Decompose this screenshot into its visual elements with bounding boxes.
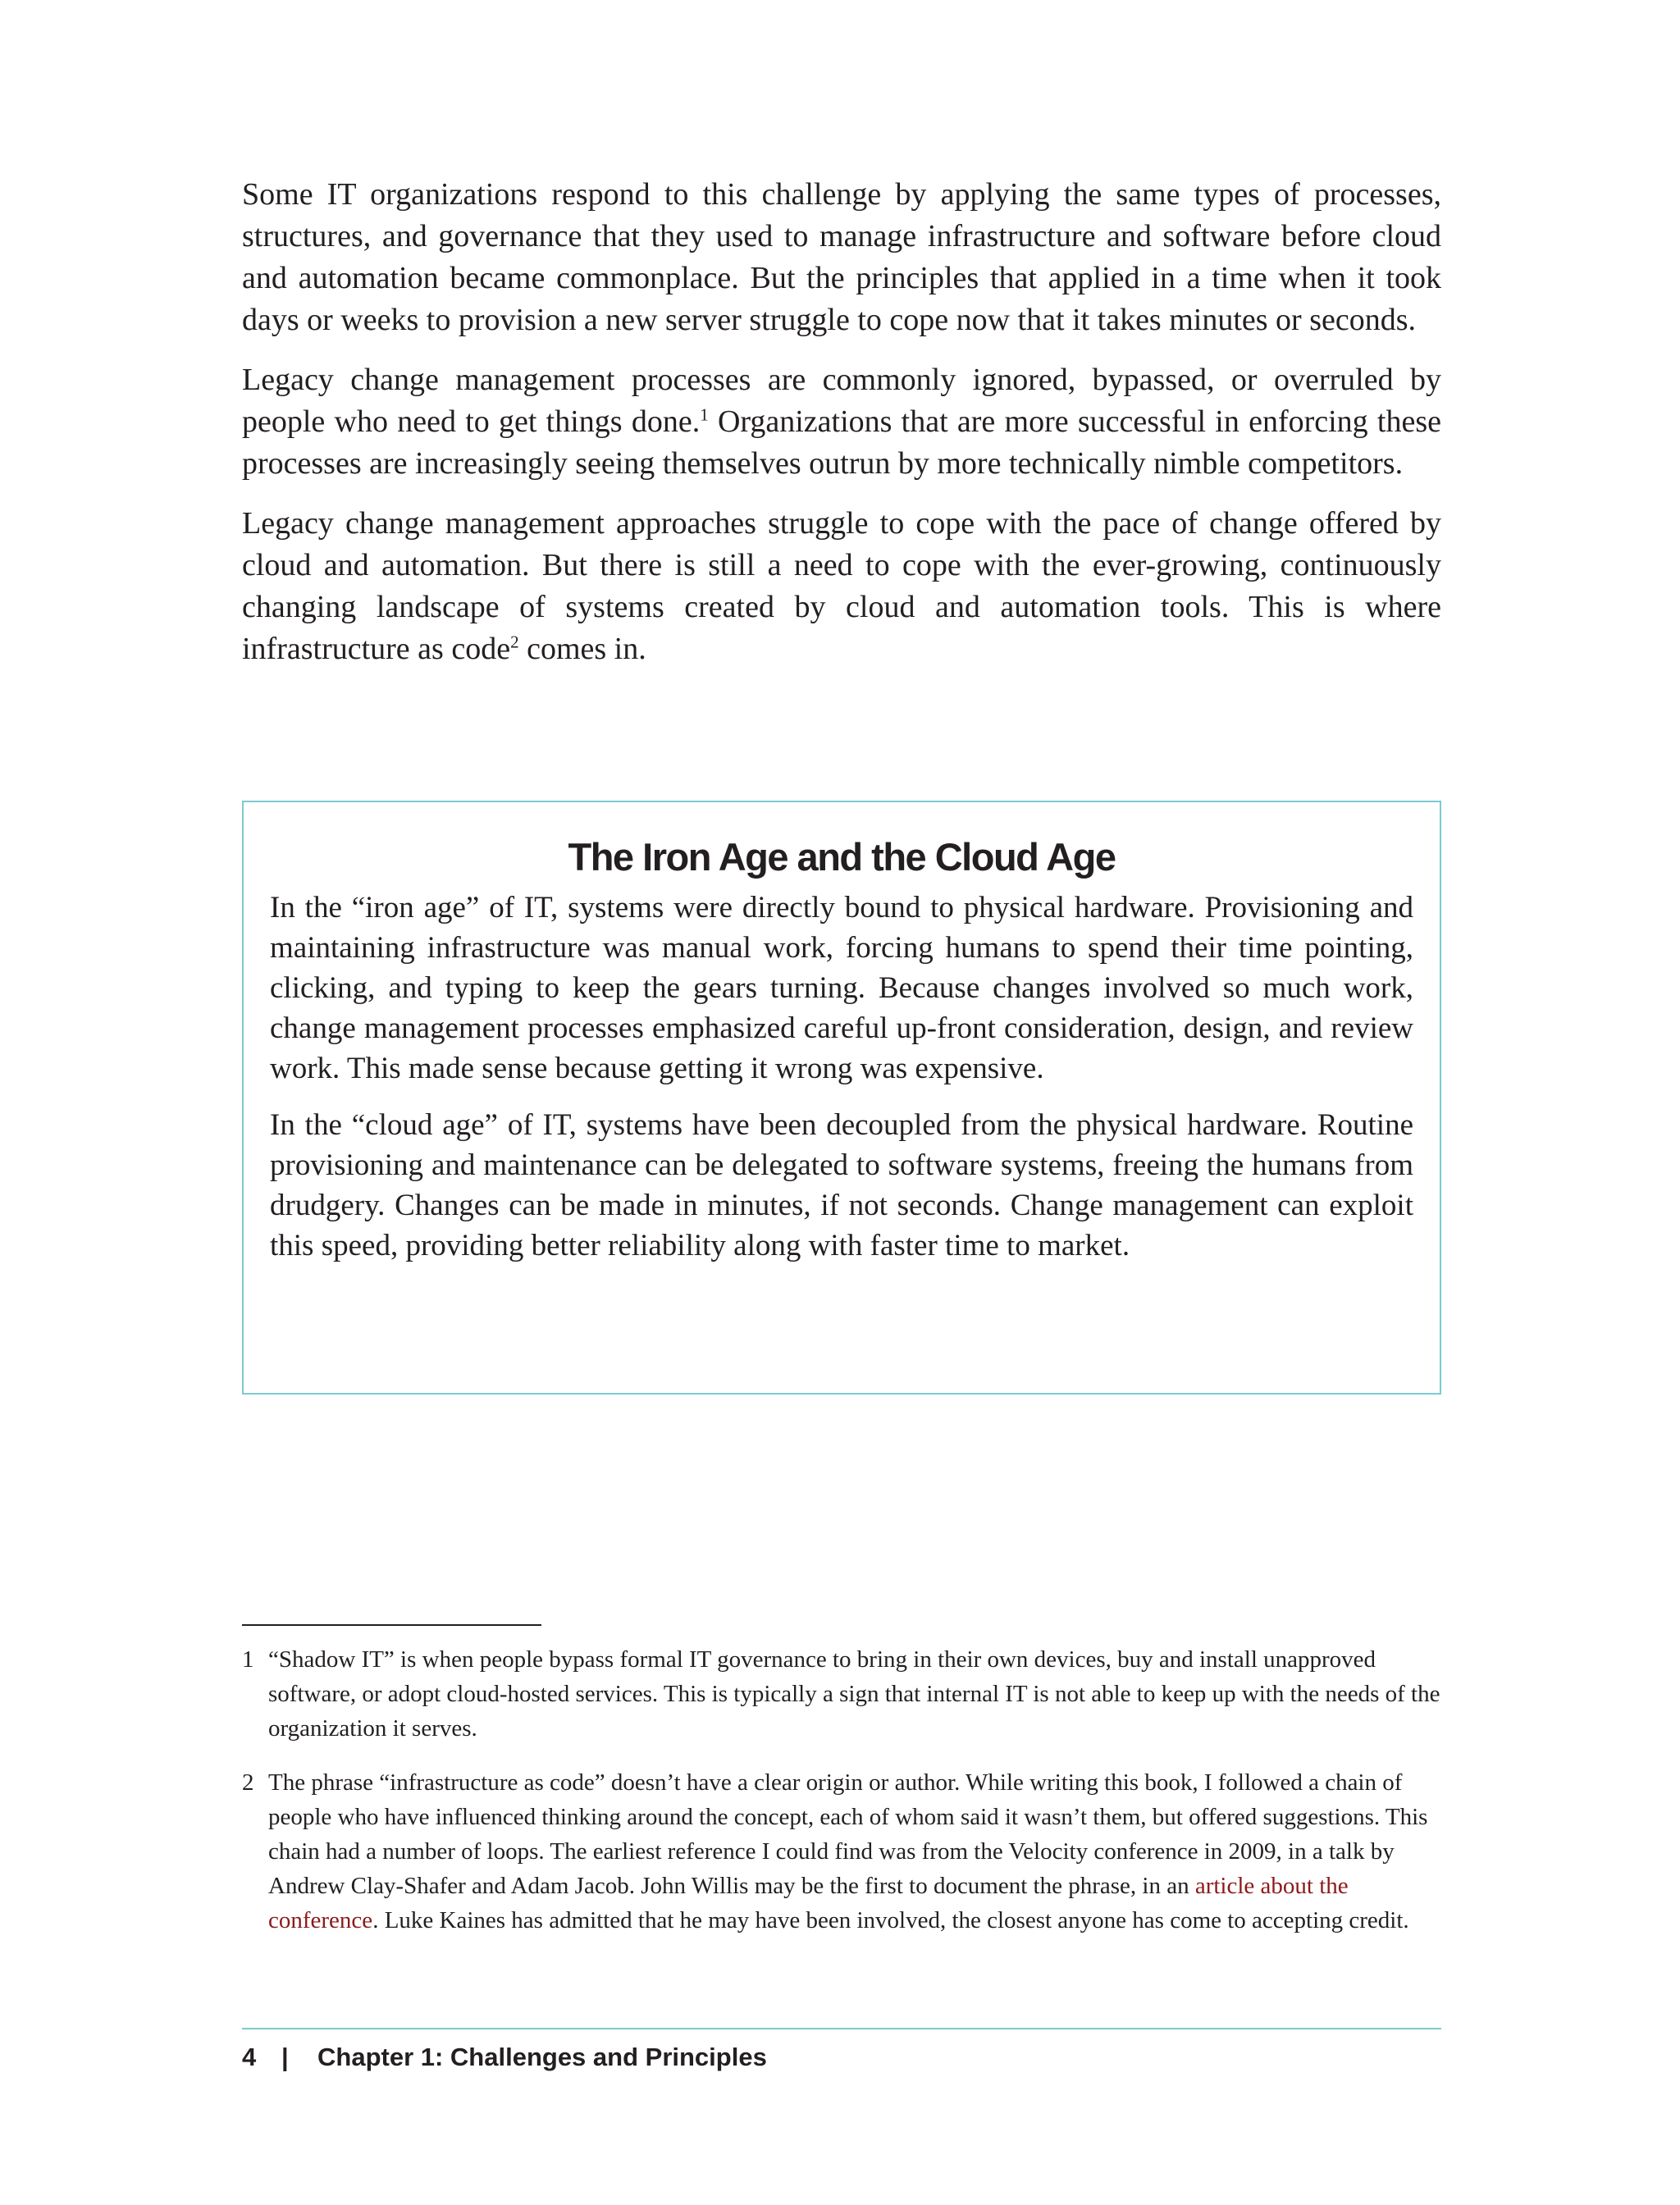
body-paragraph-2-text-before: Legacy change management processes are commonly ignored, bypassed, or overruled by people who need to get things done. bbox=[242, 363, 1441, 439]
body-paragraph-1-text: Some IT organizations respond to this challenge by applying the same types of processes, structures, and governance that they used to manage infrastructure and software before cloud and automation became commonplace. But the principles that applied in a time when it took days or weeks to provision a new server struggle to cope now that it takes minutes or seconds. bbox=[242, 177, 1441, 337]
footnote-1-number: 1 bbox=[242, 1646, 254, 1673]
conference-article-link[interactable]: article about the conference bbox=[268, 1873, 1349, 1933]
sidebar-paragraph-2: In the “cloud age” of IT, systems have been decoupled from the physical hardware. Routine provisioning and maintenance can be delegated to software systems, freeing the humans from drudgery. Changes can be made in minutes, if not seconds. Change management can exploit this speed, providing better reliability along with faster time to market. bbox=[270, 1108, 1413, 1262]
body-paragraph-3-text-after: comes in. bbox=[518, 632, 646, 666]
page-footer bbox=[242, 2039, 1441, 2075]
footnote-2-text-before: The phrase “infrastructure as code” doesn’t have a clear origin or author. While writing this book, I followed a chain of people who have influenced thinking around the concept, each of whom said it wasn’t them, but offered suggestions. This chain had a number of loops. The earliest reference I could find was from the Velocity conference in 2009, in a talk by Andrew Clay-Shafer and Adam Jacob. John Willis may be the first to document the phrase, in an bbox=[268, 1769, 1428, 1899]
footnote-2-number: 2 bbox=[242, 1769, 254, 1796]
footnotes bbox=[242, 1642, 1441, 1957]
footnote-divider bbox=[242, 1624, 541, 1626]
body-paragraph-2-text-after: Organizations that are more successful in enforcing these processes are increasingly seeing themselves outrun by more technically nimble competitors. bbox=[242, 404, 1442, 481]
sidebar-box bbox=[242, 801, 1441, 1395]
footnote-1 bbox=[242, 1642, 1441, 1746]
main-text bbox=[242, 174, 1441, 688]
footer-divider bbox=[242, 2028, 1441, 2029]
footnote-1-text: “Shadow IT” is when people bypass formal IT governance to bring in their own devices, buy and install unapproved software, or adopt cloud-hosted services. This is typically a sign that internal IT is not able to keep up with the needs of the organization it serves. bbox=[268, 1646, 1440, 1742]
footer-separator: | bbox=[281, 2043, 289, 2071]
body-paragraph-2 bbox=[242, 359, 1441, 485]
page-number: 4 bbox=[242, 2043, 257, 2071]
sidebar-paragraph-1: In the “iron age” of IT, systems were directly bound to physical hardware. Provisioning and maintaining infrastructure was manual work, forcing humans to spend their time pointing, clicking, and typing to keep the gears turning. Because changes involved so much work, change management processes emphasized careful up-front consideration, design, and review work. This made sense because getting it wrong was expensive. bbox=[270, 891, 1413, 1085]
body-paragraph-3-text-before: Legacy change management approaches struggle to cope with the pace of change offered by cloud and automation. But there is still a need to cope with the ever-growing, continuously changing landscape of systems created by cloud and automation tools. This is where infrastructure as code bbox=[242, 506, 1441, 666]
body-paragraph-1 bbox=[242, 174, 1441, 341]
sidebar-title: The Iron Age and the Cloud Age bbox=[568, 835, 1116, 879]
footnote-2-text-after: . Luke Kaines has admitted that he may have been involved, the closest anyone has come to accepting credit. bbox=[372, 1907, 1409, 1933]
footnote-2 bbox=[242, 1765, 1441, 1938]
footnote-ref-1[interactable]: 1 bbox=[700, 404, 709, 425]
footnote-ref-2[interactable]: 2 bbox=[510, 632, 519, 652]
chapter-title: Chapter 1: Challenges and Principles bbox=[317, 2043, 767, 2071]
body-paragraph-3 bbox=[242, 503, 1441, 670]
